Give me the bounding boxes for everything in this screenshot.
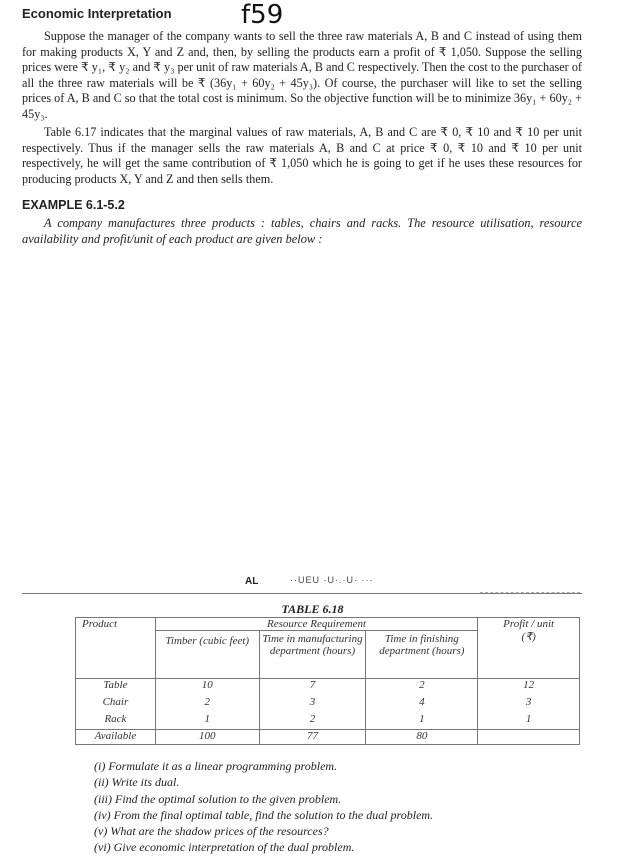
header-timber: Timber (cubic feet) [155,631,259,679]
cell-timber: 10 [155,679,259,696]
question-item: (iii) Find the optimal solution to the given problem. [94,791,342,806]
header-profit-label: Profit / unit [503,618,555,630]
cell-profit: 12 [478,679,580,696]
cell-profit: 3 [478,696,580,713]
cell-available-manufacturing: 77 [259,730,366,745]
question-item: (iv) From the final optimal table, find the solution to the dual problem. [94,807,434,822]
cell-product: Rack [76,713,156,730]
cell-product: Chair [76,696,156,713]
cell-finishing: 2 [366,679,478,696]
table-caption: TABLE 6.18 [281,602,344,616]
section-heading: Economic Interpretation [22,6,172,21]
table-row-available [76,730,580,745]
scan-fragment-1: AL [245,576,259,587]
example-label: EXAMPLE 6.1-5.2 [22,198,125,212]
cell-available-label: Available [76,730,156,745]
header-profit-unit: (₹) [521,631,536,643]
header-resource-requirement: Resource Requirement [155,618,477,631]
page-divider [22,593,582,594]
cell-available-profit [478,730,580,745]
cell-manufacturing: 7 [259,679,366,696]
cell-finishing: 1 [366,713,478,730]
scan-fragment-2: ··UEU ·U·.·U· ··· [290,575,374,585]
question-list [94,758,433,856]
header-manufacturing: Time in manufacturing department (hours) [259,631,366,679]
question-item: (vi) Give economic interpretation of the dual problem. [94,840,355,855]
header-profit [478,618,580,679]
cell-manufacturing: 2 [259,713,366,730]
question-item: (ii) Write its dual. [94,775,180,790]
cell-timber: 1 [155,713,259,730]
cell-product: Table [76,679,156,696]
cell-finishing: 4 [366,696,478,713]
cell-timber: 2 [155,696,259,713]
page-number: f59 [241,0,284,30]
cell-profit: 1 [478,713,580,730]
question-item: (v) What are the shadow prices of the resources? [94,824,329,839]
table-row [76,679,580,696]
cell-available-timber: 100 [155,730,259,745]
page-divider-dashed [480,592,580,593]
table-row [76,713,580,730]
resource-table [75,617,580,745]
paragraph-manager-sale: Suppose the manager of the company wants to sell the three raw materials A, B and C instead of using them for making products X, Y and Z and, then, by selling the products earn a profit of ₹ 1,050. Suppose the selling prices were ₹ y₁, ₹ y₂ and ₹ y₃ per unit of raw materials A, B and C respectively. Then the cost to the purchaser of all the three raw materials will be ₹ (36y₁ + 60y₂ + 45y₃). Of course, the purchaser will like to set the selling prices of A, B and C so that the total cost is minimum. So the objective function will be to minimize 36y₁ + 60y₂ + 45y₃. [22,29,582,121]
cell-manufacturing: 3 [259,696,366,713]
question-item: (i) Formulate it as a linear programming problem. [94,759,338,773]
cell-available-finishing: 80 [366,730,478,745]
header-finishing: Time in finishing department (hours) [366,631,478,679]
paragraph-marginal-values: Table 6.17 indicates that the marginal values of raw materials, A, B and C are ₹ 0, ₹ 10 and ₹ 10 per unit respectively. Thus if the manager sells the raw materials A, B and C at price ₹ 0, ₹ 10 and ₹ 10 per unit respectively, he will get the same contribution of ₹ 1,050 which he is going to get if he uses these resources for producing products X, Y and Z and then sells them. [22,125,582,186]
table-row [76,696,580,713]
example-intro: A company manufactures three products : tables, chairs and racks. The resource utilisation, resource availability and profit/unit of each product are given below : [22,216,582,246]
header-product: Product [76,618,156,679]
